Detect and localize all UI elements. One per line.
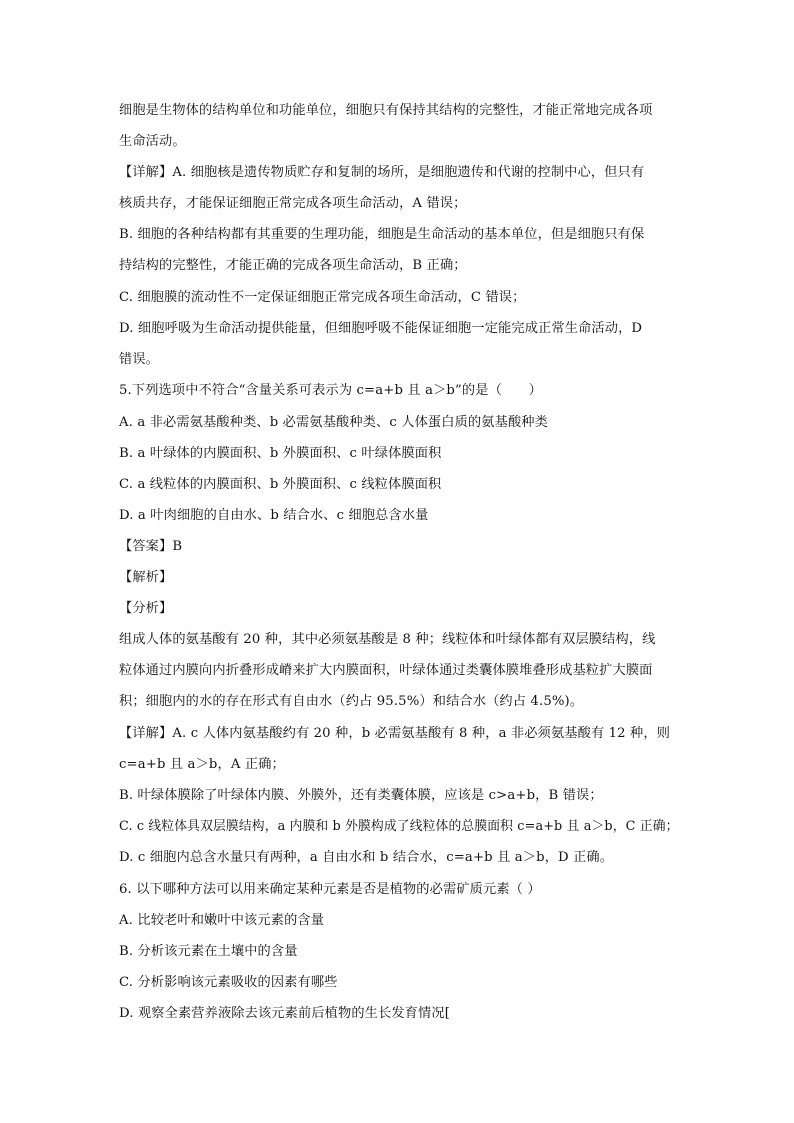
text-line: 持结构的完整性，才能正确的完成各项生命活动，B 正确； bbox=[119, 258, 467, 273]
question-6-stem: 6. 以下哪种方法可以用来确定某种元素是否是植物的必需矿质元素（ ） bbox=[119, 882, 541, 897]
text-line: 积；细胞内的水的存在形式有自由水（约占 95.5%）和结合水（约占 4.5%)。 bbox=[119, 694, 584, 709]
analysis-subheading: 【分析】 bbox=[119, 601, 173, 616]
text-line: B. 细胞的各种结构都有其重要的生理功能，细胞是生命活动的基本单位，但是细胞只有保 bbox=[119, 227, 645, 242]
question-5-option-d: D. a 叶肉细胞的自由水、b 结合水、c 细胞总含水量 bbox=[119, 508, 429, 523]
text-line: B. 叶绿体膜除了叶绿体内膜、外膜外，还有类囊体膜，应该是 c>a+b，B 错误； bbox=[119, 788, 603, 803]
text-line: D. c 细胞内总含水量只有两种，a 自由水和 b 结合水，c=a+b 且 a＞b，D 正确。 bbox=[119, 850, 614, 865]
question-5-option-c: C. a 线粒体的内膜面积、b 外膜面积、c 线粒体膜面积 bbox=[119, 477, 442, 492]
text-line: D. 细胞呼吸为生命活动提供能量，但细胞呼吸不能保证细胞一定能完成正常生命活动，D bbox=[119, 321, 643, 336]
text-line: 组成人体的氨基酸有 20 种，其中必须氨基酸是 8 种；线粒体和叶绿体都有双层膜结构，线 bbox=[119, 632, 656, 647]
text-line: C. 细胞膜的流动性不一定保证细胞正常完成各项生命活动，C 错误； bbox=[119, 290, 526, 305]
text-line: 【详解】A. 细胞核是遗传物质贮存和复制的场所，是细胞遗传和代谢的控制中心，但只有 bbox=[119, 165, 645, 180]
answer-label: 【答案】B bbox=[119, 539, 183, 554]
question-6-option-a: A. 比较老叶和嫩叶中该元素的含量 bbox=[119, 913, 325, 928]
text-line: 粒体通过内膜向内折叠形成嵴来扩大内膜面积，叶绿体通过类囊体膜堆叠形成基粒扩大膜面 bbox=[119, 663, 653, 678]
text-line: 【详解】A. c 人体内氨基酸约有 20 种，b 必需氨基酸有 8 种，a 非必须氨基酸有 12 种，则 bbox=[119, 726, 671, 741]
text-line: 错误。 bbox=[119, 352, 160, 367]
text-line: C. c 线粒体具双层膜结构，a 内膜和 b 外膜构成了线粒体的总膜面积 c=a+b 且 a＞b，C 正确； bbox=[119, 819, 679, 834]
question-5-option-b: B. a 叶绿体的内膜面积、b 外膜面积、c 叶绿体膜面积 bbox=[119, 446, 442, 461]
question-5-option-a: A. a 非必需氨基酸种类、b 必需氨基酸种类、c 人体蛋白质的氨基酸种类 bbox=[119, 415, 548, 430]
analysis-heading: 【解析】 bbox=[119, 570, 173, 585]
question-5-stem: 5.下列选项中不符合“含量关系可表示为 c=a+b 且 a＞b”的是（ ） bbox=[119, 383, 542, 398]
text-line: 细胞是生物体的结构单位和功能单位，细胞只有保持其结构的完整性，才能正常地完成各项 bbox=[119, 103, 653, 118]
question-6-option-d: D. 观察全素营养液除去该元素前后植物的生长发育情况[ bbox=[119, 1006, 450, 1021]
question-6-option-c: C. 分析影响该元素吸收的因素有哪些 bbox=[119, 975, 338, 990]
text-line: 核质共存，才能保证细胞正常完成各项生命活动，A 错误； bbox=[119, 196, 467, 211]
text-line: 生命活动。 bbox=[119, 134, 186, 149]
question-6-option-b: B. 分析该元素在土壤中的含量 bbox=[119, 944, 298, 959]
text-line: c=a+b 且 a＞b，A 正确； bbox=[119, 757, 285, 772]
